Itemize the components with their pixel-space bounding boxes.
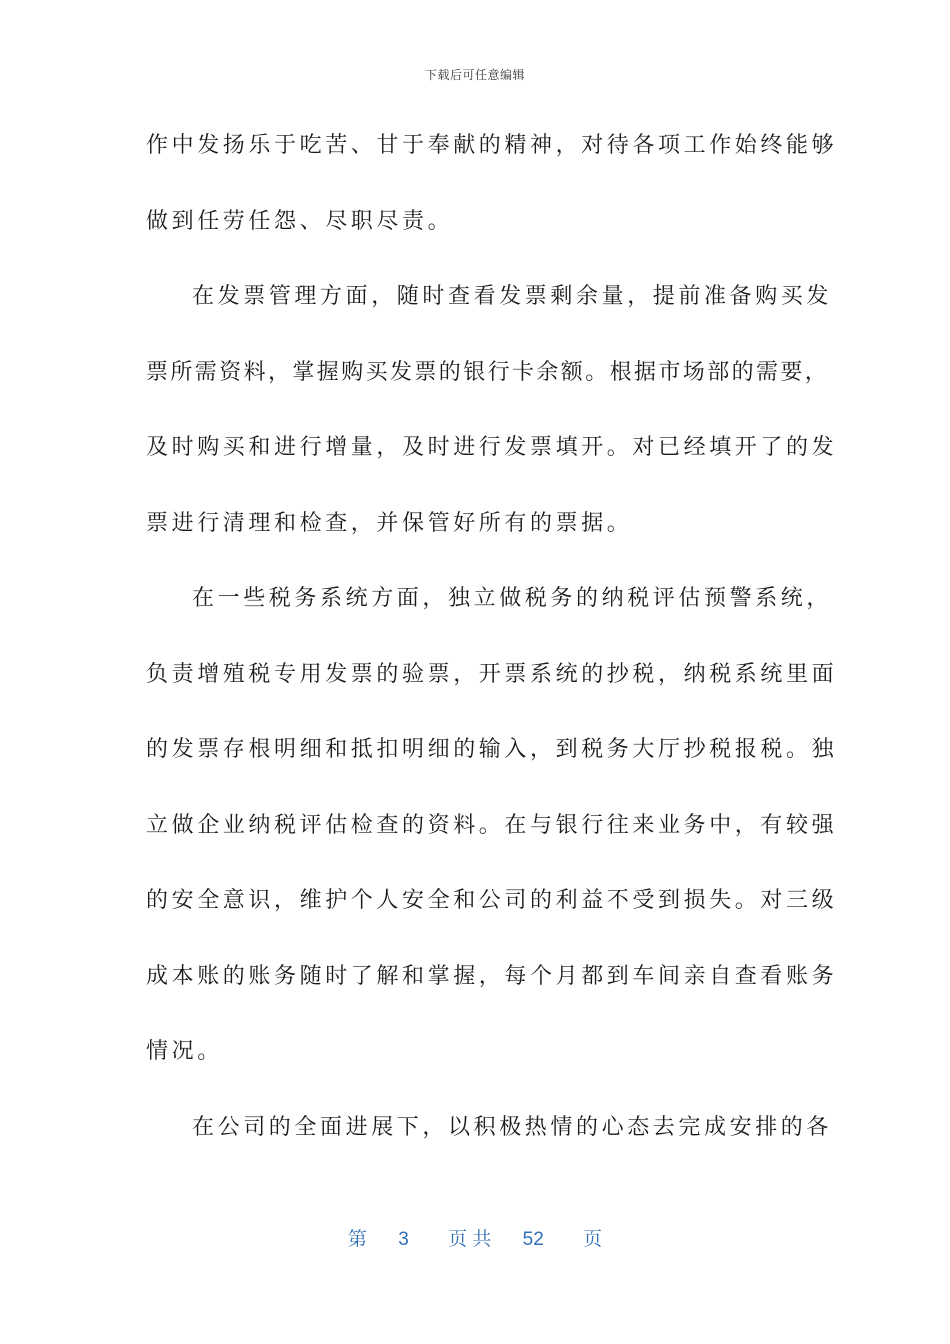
- footer-middle: 页 共: [448, 1229, 492, 1250]
- body-line: 立做企业纳税评估检查的资料。在与银行往来业务中，有较强: [146, 812, 838, 838]
- paragraph-start-line: 在发票管理方面，随时查看发票剩余量，提前准备购买发: [192, 284, 833, 309]
- body-line: 负责增殖税专用发票的验票，开票系统的抄税，纳税系统里面: [146, 661, 838, 687]
- document-body: [146, 118, 838, 1175]
- body-line: 票所需资料，掌握购买发票的银行卡余额。根据市场部的需要，: [146, 359, 830, 385]
- body-line: 情况。: [146, 1039, 223, 1064]
- body-line: 的安全意识，维护个人安全和公司的利益不受到损失。对三级: [146, 888, 838, 913]
- footer-suffix: 页: [583, 1229, 603, 1250]
- body-line: 做到任劳任怨、尽职尽责。: [146, 208, 454, 234]
- page-header: 下载后可任意编辑: [424, 68, 525, 82]
- current-page-number: 3: [398, 1229, 409, 1250]
- body-line: 成本账的账务随时了解和掌握，每个月都到车间亲自查看账务: [146, 963, 838, 989]
- page-footer: [0, 1224, 950, 1251]
- body-line: 票进行清理和检查，并保管好所有的票据。: [146, 510, 633, 536]
- paragraph-start-line: 在一些税务系统方面，独立做税务的纳税评估预警系统，: [192, 586, 833, 611]
- body-line: 作中发扬乐于吃苦、甘于奉献的精神，对待各项工作始终能够: [146, 133, 838, 158]
- body-line: 及时购买和进行增量，及时进行发票填开。对已经填开了的发: [146, 435, 838, 460]
- body-line: 的发票存根明细和抵扣明细的输入，到税务大厅抄税报税。独: [146, 737, 838, 762]
- footer-prefix: 第: [347, 1229, 367, 1250]
- total-page-count: 52: [522, 1229, 544, 1250]
- paragraph-start-line: 在公司的全面进展下，以积极热情的心态去完成安排的各: [192, 1114, 833, 1140]
